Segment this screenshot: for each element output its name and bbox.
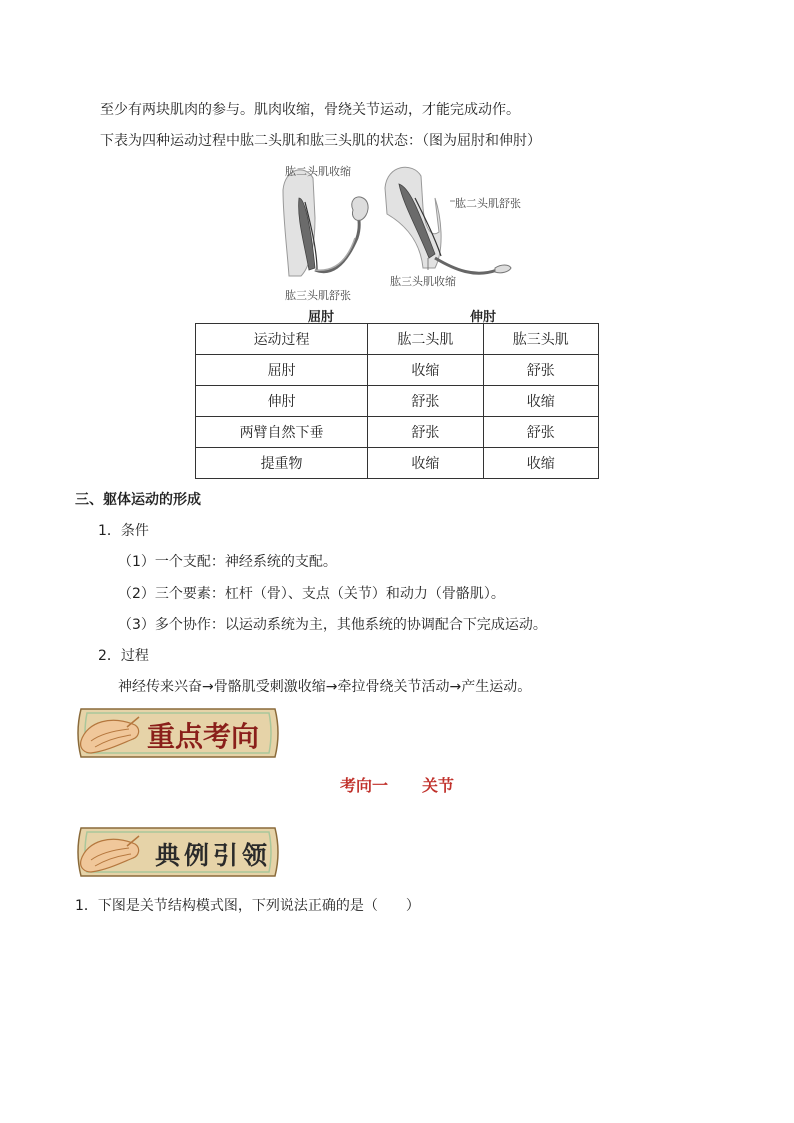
paragraph-1: 至少有两块肌肉的参与。肌肉收缩，骨绕关节运动，才能完成动作。 <box>100 102 520 118</box>
table-cell: 收缩 <box>368 355 483 386</box>
banner-title: 典例引领 <box>155 841 272 870</box>
label-biceps-relax: 肱二头肌舒张 <box>455 197 521 210</box>
table-header-cell: 肱二头肌 <box>368 324 483 355</box>
label-triceps-contract: 肱三头肌收缩 <box>390 275 456 288</box>
banner-title: 重点考向 <box>147 720 260 753</box>
table-cell: 收缩 <box>368 448 483 479</box>
section-3-item-2: 2．过程 <box>98 648 149 664</box>
table-row <box>196 448 599 479</box>
banner-example <box>75 822 283 882</box>
direction-heading <box>0 773 794 796</box>
caption-flex: 屈肘 <box>308 310 335 325</box>
heading-part-2: 关节 <box>422 776 455 795</box>
caption-extend: 伸肘 <box>470 310 497 325</box>
table-cell: 两臂自然下垂 <box>196 417 368 448</box>
question-1: 1．下图是关节结构模式图，下列说法正确的是（ ） <box>75 898 420 914</box>
table-row <box>196 386 599 417</box>
table-cell: 伸肘 <box>196 386 368 417</box>
section-3-sub-3: （3）多个协作：以运动系统为主，其他系统的协调配合下完成运动。 <box>118 617 547 633</box>
table-cell: 屈肘 <box>196 355 368 386</box>
table-cell: 收缩 <box>483 448 598 479</box>
table-cell: 收缩 <box>483 386 598 417</box>
table-header-cell: 运动过程 <box>196 324 368 355</box>
table-cell: 提重物 <box>196 448 368 479</box>
table-header-cell: 肱三头肌 <box>483 324 598 355</box>
table-cell: 舒张 <box>368 417 483 448</box>
shell-icon <box>77 711 143 759</box>
muscle-state-table <box>195 323 599 479</box>
section-3-item-1: 1．条件 <box>98 523 149 539</box>
label-biceps-contract: 肱二头肌收缩 <box>285 165 351 178</box>
flexed-arm-drawing <box>283 170 368 276</box>
extended-arm-drawing <box>385 167 511 273</box>
banner-key-direction <box>75 703 283 763</box>
section-3-sub-2: （2）三个要素：杠杆（骨）、支点（关节）和动力（骨骼肌）。 <box>118 586 505 602</box>
table-row <box>196 355 599 386</box>
table-row <box>196 417 599 448</box>
table-cell: 舒张 <box>483 355 598 386</box>
section-3-sub-1: （1）一个支配：神经系统的支配。 <box>118 554 337 570</box>
table-cell: 舒张 <box>483 417 598 448</box>
section-3-title: 三、躯体运动的形成 <box>75 492 201 508</box>
table-header-row <box>196 324 599 355</box>
table-cell: 舒张 <box>368 386 483 417</box>
shell-icon <box>77 830 143 878</box>
section-3-process: 神经传来兴奋→骨骼肌受刺激收缩→牵拉骨绕关节活动→产生运动。 <box>118 679 532 695</box>
label-triceps-relax: 肱三头肌舒张 <box>285 289 351 302</box>
heading-part-1: 考向一 <box>339 776 388 795</box>
paragraph-2: 下表为四种运动过程中肱二头肌和肱三头肌的状态：（图为屈肘和伸肘） <box>100 133 541 149</box>
